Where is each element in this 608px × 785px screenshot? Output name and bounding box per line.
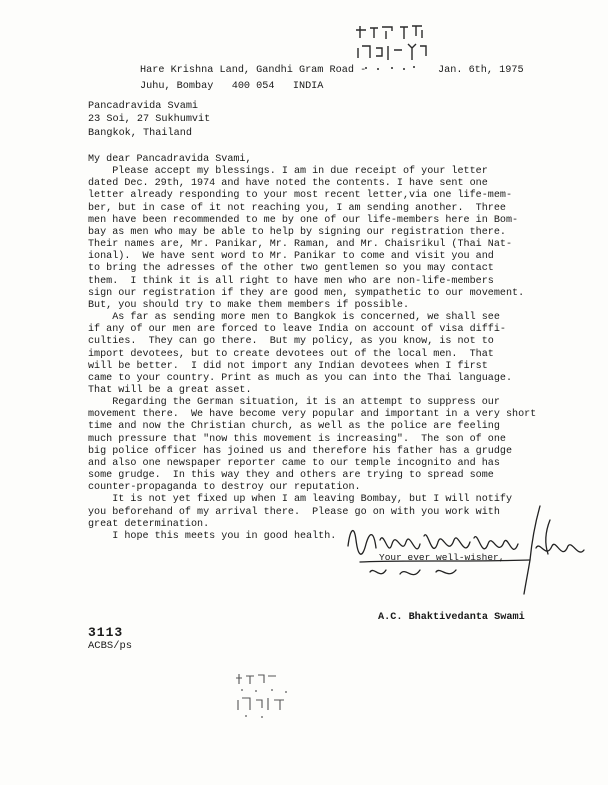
letter-line: big police officer has joined us and therefore his father has a grudge <box>88 445 513 457</box>
letterhead-address-line1: Hare Krishna Land, Gandhi Gram Road - <box>140 65 367 76</box>
letter-line: men have been recommended to me by one of our life-members here in Bom- <box>88 214 519 226</box>
letter-line: import devotees, but to create devotees out of the local men. That <box>88 348 494 360</box>
letter-line: As far as sending more men to Bangkok is concerned, we shall see <box>88 312 500 324</box>
letter-line: culties. They can go there. But my policy, as you know, is not to <box>88 336 494 348</box>
letter-line: movement there. We have become very popular and important in a very short <box>88 409 537 421</box>
letter-line: Their names are, Mr. Panikar, Mr. Raman, and Mr. Chaisrikul (Thai Nat- <box>88 239 513 251</box>
letter-line: some grudge. In this way they and others are trying to spread some <box>88 470 494 482</box>
letter-body <box>88 154 558 543</box>
reference-code <box>88 625 132 652</box>
archive-stamp-bottom <box>232 670 296 722</box>
letter-line: to bring the adresses of the other two gentlemen so you may contact <box>88 263 494 275</box>
letter-line: much pressure that "now this movement is increasing". The son of one <box>88 433 506 445</box>
letter-line: if any of our men are forced to leave India on account of visa diffi- <box>88 324 506 336</box>
letter-line: bay as men who may be able to help by signing our registration there. <box>88 226 506 238</box>
recipient-street: 23 Soi, 27 Sukhumvit <box>88 114 211 126</box>
closing-salutation: Your ever well-wisher, <box>379 552 505 563</box>
typist-initials: ACBS/ps <box>88 640 133 652</box>
letterhead-address-line2: Juhu, Bombay 400 054 INDIA <box>140 81 324 92</box>
signatory-name: A.C. Bhaktivedanta Swami <box>378 612 525 623</box>
letter-line: you beforehand of my arrival there. Please go on with you work with <box>88 506 500 518</box>
letter-line: them. I think it is all right to have men who are non-life-members <box>88 275 494 287</box>
letter-line: Please accept my blessings. I am in due receipt of your letter <box>88 166 488 178</box>
recipient-name: Pancadravida Svami <box>88 101 199 112</box>
letter-line: will be better. I did not import any Indian devotees when I first <box>88 360 488 372</box>
letter-line: ional). We have sent word to Mr. Panikar to come and visit you and <box>88 251 494 263</box>
letter-line: Regarding the German situation, it is an attempt to suppress our <box>88 397 500 409</box>
letter-line: That will be a great asset. <box>88 384 252 396</box>
letter-line: I hope this meets you in good health. <box>88 530 337 542</box>
letter-line: But, you should try to make them members if possible. <box>88 299 410 311</box>
letter-line: counter-propaganda to destroy our reputation. <box>88 482 361 494</box>
letter-line: ber, but in case of it not reaching you, I am sending another. Three <box>88 202 506 214</box>
letter-line: letter already responding to your most recent letter,via one life-mem- <box>88 190 513 202</box>
letter-line: came to your country. Print as much as you can into the Thai language. <box>88 372 513 384</box>
letter-line: dated Dec. 29th, 1974 and have noted the contents. I have sent one <box>88 178 488 190</box>
letter-line: great determination. <box>88 518 210 530</box>
recipient-city: Bangkok, Thailand <box>88 127 192 139</box>
reference-number: 3113 <box>88 625 124 640</box>
letter-line: It is not yet fixed up when I am leaving Bombay, but I will notify <box>88 494 513 506</box>
letter-line: and also one newspaper reporter came to our temple incognito and has <box>88 457 500 469</box>
letter-line: sign our registration if they are good men, sympathetic to our movement. <box>88 287 525 299</box>
letter-line: My dear Pancadravida Svami, <box>88 154 252 165</box>
recipient-address-block <box>88 100 210 140</box>
handwritten-signature <box>340 500 590 600</box>
letter-line: time and now the Christian church, as well as the police are feeling <box>88 421 500 433</box>
letter-date: Jan. 6th, 1975 <box>438 65 524 76</box>
